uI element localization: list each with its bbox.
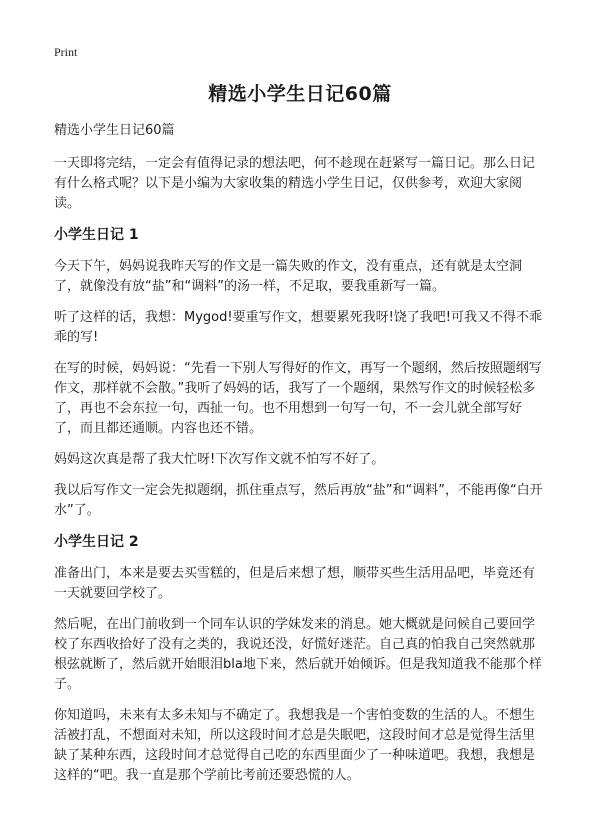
section-heading: 小学生日记 2: [54, 534, 139, 550]
document-subtitle: 精选小学生日记60篇: [54, 123, 175, 138]
section-paragraph: 你知道吗，未来有太多未知与不确定了。我想我是一个害怕变数的生活的人。不想生活被打乱，不想面对未知，所以这段时间才总是失眠吧，这段时间才总是觉得生活里缺了某种东西，这段时间才总觉得自己吃的东西里面少了一种味道吧。我想，我想是这样的“吧。我一直是那个学前比考前还要恐慌的人。: [54, 708, 536, 783]
print-label: Print: [54, 45, 78, 59]
section-paragraph: 听了这样的话，我想：Mygod!要重写作文，想要累死我呀!饶了我吧!可我又不得不乖乖的写!: [54, 310, 543, 345]
section-paragraph: 妈妈这次真是帮了我大忙呀!下次写作文就不怕写不好了。: [54, 452, 385, 467]
intro-paragraph: 一天即将完结，一定会有值得记录的想法吧，何不趁现在赶紧写一篇日记。那么日记有什么格式呢？以下是小编为大家收集的精选小学生日记，仅供参考，欢迎大家阅读。: [54, 156, 536, 211]
section-paragraph: 准备出门，本来是要去买雪糕的，但是后来想了想，顺带买些生活用品吧，毕竟还有一天就要回学校了。: [54, 566, 536, 601]
section-paragraph: 今天下午，妈妈说我昨天写的作文是一篇失败的作文，没有重点，还有就是太空洞了，就像没有放“盐”和“调料”的汤一样，不足取，要我重新写一篇。: [54, 259, 523, 294]
section-paragraph: 在写的时候，妈妈说：“先看一下别人写得好的作文，再写一个题纲，然后按照题纲写作文，那样就不会散。”我听了妈妈的话，我写了一个题纲，果然写作文的时候轻松多了，再也不会东拉一句，西扯一句。也不用想到一句写一句，不一会儿就全部写好了，而且都还通顺。内容也还不错。: [54, 361, 542, 436]
section-paragraph: 我以后写作文一定会先拟题纲，抓住重点写，然后再放“盐”和“调料”，不能再像“白开水”了。: [54, 483, 543, 518]
page-title: 精选小学生日记60篇: [208, 83, 392, 105]
section-paragraph: 然后呢，在出门前收到一个同车认识的学妹发来的消息。她大概就是问候自己要回学校了东西收拾好了没有之类的，我说还没，好慌好迷茫。自己真的怕我自己突然就那根弦就断了，然后就开始眼泪bla地下来，然后就开始倾诉。但是我知道我不能那个样子。: [54, 617, 542, 692]
section-heading: 小学生日记 1: [54, 227, 139, 243]
document-body: [54, 121, 546, 797]
